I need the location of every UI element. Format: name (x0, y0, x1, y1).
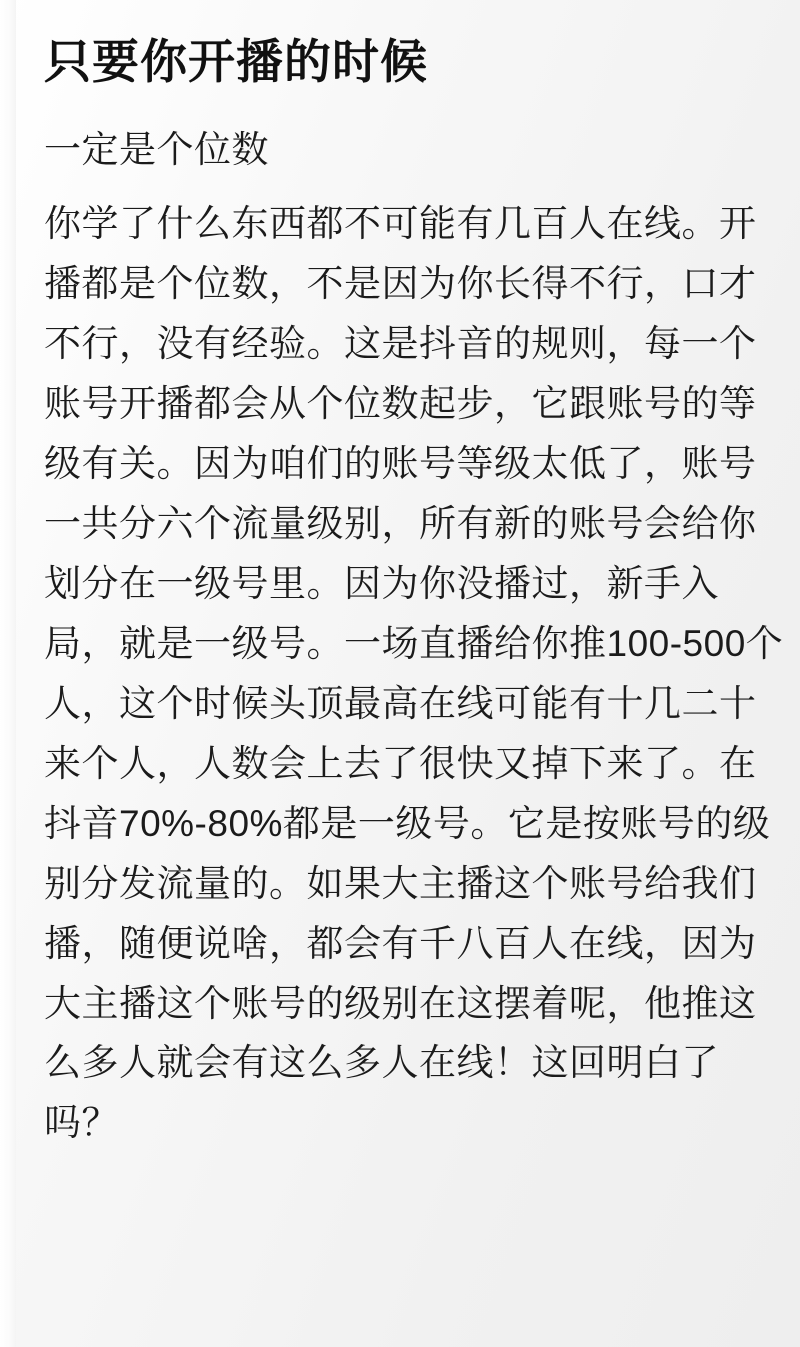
document-body: 你学了什么东西都不可能有几百人在线。开播都是个位数，不是因为你长得不行，口才不行，没有经验。这是抖音的规则，每一个账号开播都会从个位数起步，它跟账号的等级有关。因为咱们的账号等级太低了，账号一共分六个流量级别，所有新的账号会给你划分在一级号里。因为你没播过，新手入局，就是一级号。一场直播给你推100-500个人，这个时候头顶最高在线可能有十几二十来个人，人数会上去了很快又掉下来了。在抖音70%-80%都是一级号。它是按账号的级别分发流量的。如果大主播这个账号给我们播，随便说啥，都会有千八百人在线，因为大主播这个账号的级别在这摆着呢，他推这么多人就会有这么多人在线！这回明白了吗？ (44, 203, 784, 1144)
document-subtitle: 一定是个位数 (44, 129, 269, 171)
page-left-edge (0, 0, 16, 1347)
page-title: 只要你开播的时候 (44, 35, 428, 88)
